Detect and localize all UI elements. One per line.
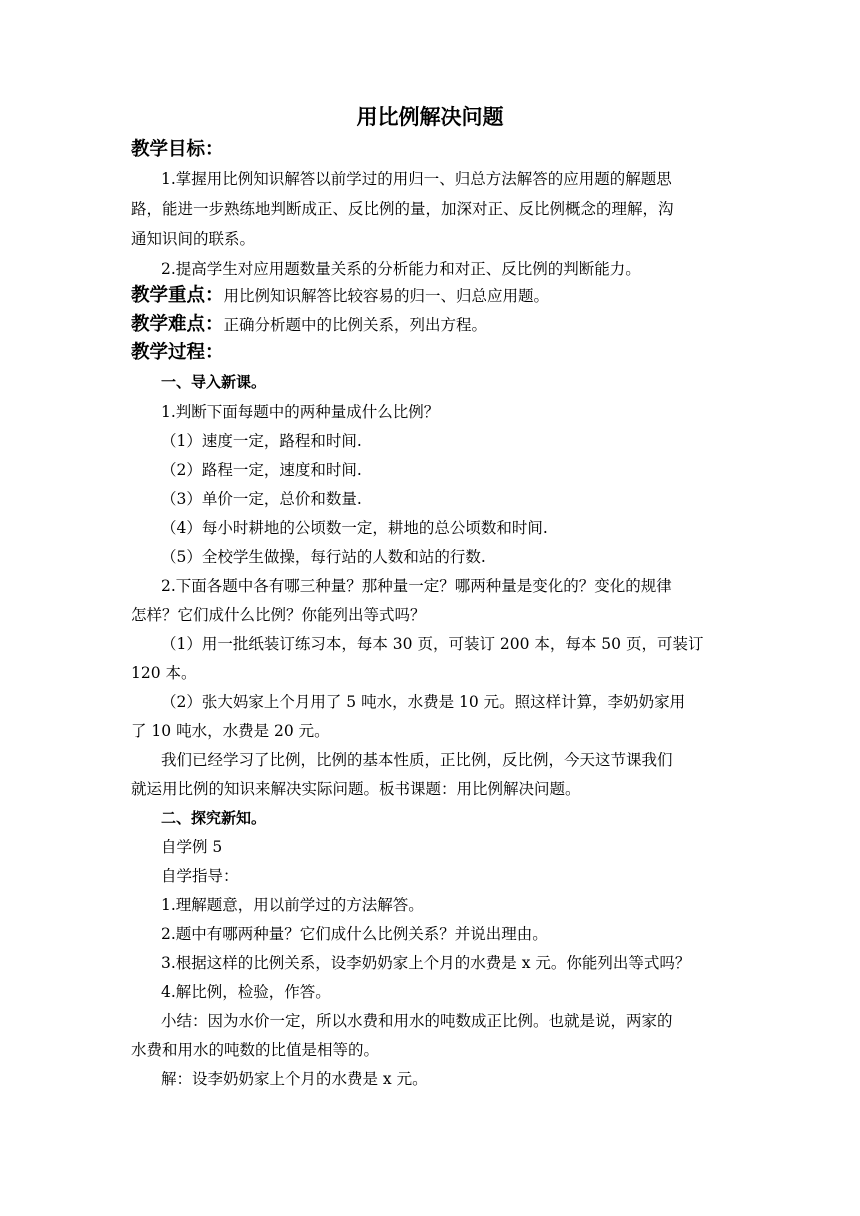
q2-item-1-line-1: （1）用一批纸装订练习本，每本 30 页，可装订 200 本，每本 50 页，可装订 [161, 635, 704, 653]
guide-item-3: 3.根据这样的比例关系，设李奶奶家上个月的水费是 x 元。你能列出等式吗？ [161, 954, 691, 972]
q2-item-1-line-2: 120 本。 [131, 664, 197, 682]
guide-item-2: 2.题中有哪两种量？它们成什么比例关系？并说出理由。 [161, 925, 548, 943]
self-study-example: 自学例 5 [161, 838, 223, 856]
key-point-text: 用比例知识解答比较容易的归一、归总应用题。 [223, 287, 550, 305]
guide-item-1: 1.理解题意，用以前学过的方法解答。 [161, 896, 424, 914]
q1-item-2: （2）路程一定，速度和时间. [161, 461, 362, 479]
q1-item-4: （4）每小时耕地的公顷数一定，耕地的总公顷数和时间. [161, 519, 548, 537]
key-point [131, 282, 549, 310]
question-2-line-2: 怎样？它们成什么比例？你能列出等式吗？ [131, 606, 426, 624]
goal-2: 2.提高学生对应用题数量关系的分析能力和对正、反比例的判断能力。 [161, 260, 641, 278]
solution-line: 解：设李奶奶家上个月的水费是 x 元。 [161, 1070, 428, 1088]
summary-line-1: 小结：因为水价一定，所以水费和用水的吨数成正比例。也就是说，两家的 [161, 1012, 673, 1030]
intro-line-1: 我们已经学习了比例，比例的基本性质，正比例，反比例，今天这节课我们 [161, 751, 673, 769]
process-heading: 教学过程： [131, 342, 224, 363]
q2-item-2-line-2: 了 10 吨水，水费是 20 元。 [131, 722, 330, 740]
q1-item-5: （5）全校学生做操，每行站的人数和站的行数. [161, 548, 486, 566]
goal-1-line-2: 路，能进一步熟练地判断成正、反比例的量，加深对正、反比例概念的理解，沟 [131, 200, 674, 218]
page-title: 用比例解决问题 [356, 105, 504, 129]
key-point-label: 教学重点： [131, 285, 224, 306]
question-1: 1.判断下面每题中的两种量成什么比例？ [161, 403, 440, 421]
guide-item-4: 4.解比例，检验，作答。 [161, 983, 331, 1001]
difficulty-point [131, 311, 487, 339]
section-1-heading: 一、导入新课。 [161, 373, 267, 391]
intro-line-2: 就运用比例的知识来解决实际问题。板书课题：用比例解决问题。 [131, 780, 581, 798]
difficulty-text: 正确分析题中的比例关系，列出方程。 [223, 316, 488, 334]
difficulty-label: 教学难点： [131, 314, 224, 335]
goals-heading: 教学目标： [131, 139, 224, 160]
question-2-line-1: 2.下面各题中各有哪三种量？那种量一定？哪两种量是变化的？变化的规律 [161, 577, 672, 595]
summary-line-2: 水费和用水的吨数的比值是相等的。 [131, 1041, 380, 1059]
goal-1-line-3: 通知识间的联系。 [131, 230, 256, 248]
q2-item-2-line-1: （2）张大妈家上个月用了 5 吨水，水费是 10 元。照这样计算，李奶奶家用 [161, 693, 686, 711]
goal-1-line-1: 1.掌握用比例知识解答以前学过的用归一、归总方法解答的应用题的解题思 [161, 170, 672, 188]
section-2-heading: 二、探究新知。 [161, 809, 267, 827]
q1-item-3: （3）单价一定，总价和数量. [161, 490, 362, 508]
self-study-guide: 自学指导： [161, 867, 239, 885]
q1-item-1: （1）速度一定，路程和时间. [161, 432, 362, 450]
